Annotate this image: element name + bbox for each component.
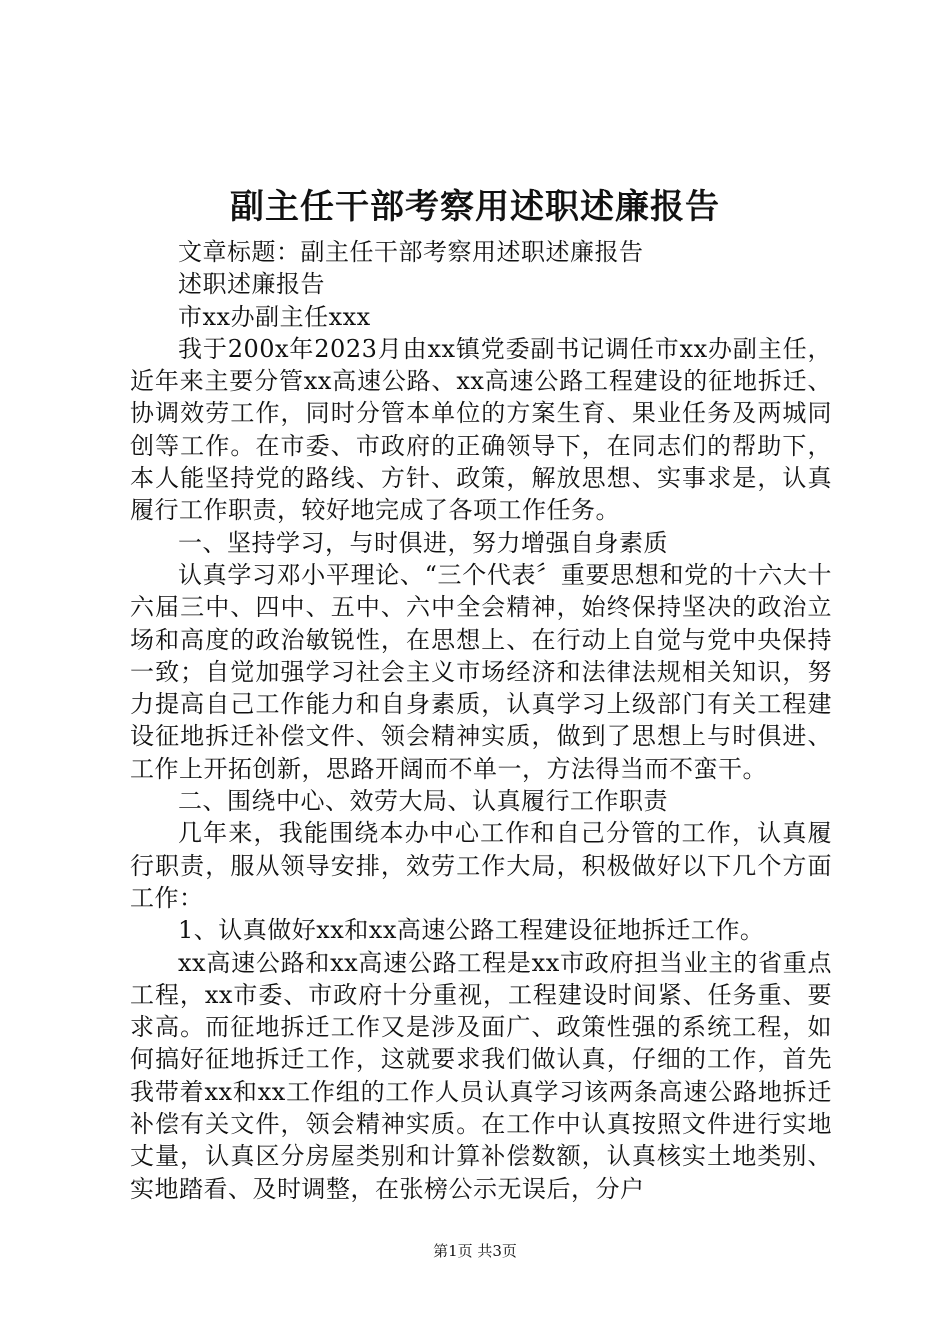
subsection-heading-1: 1、认真做好xx和xx高速公路工程建设征地拆迁工作。 <box>178 916 765 945</box>
report-heading: 述职述廉报告 <box>178 270 325 299</box>
document-title: 副主任干部考察用述职述廉报告 <box>230 187 720 227</box>
subsection-1-paragraph: xx高速公路和xx高速公路工程是xx市政府担当业主的省重点工程，xx市委、市政府十分重视，工程建设时间紧、任务重、要求高。而征地拆迁工作又是涉及面广、政策性强的系统工程，如何搞好征地拆迁工作，这就要求我们做认真，仔细的工作，首先我带着xx和xx工作组的工作人员认真学习该两条高速公路地拆迁补偿有关文件，领会精神实质。在工作中认真按照文件进行实地丈量，认真区分房屋类别和计算补偿数额，认真核实土地类别、实地踏看、及时调整，在张榜公示无误后，分户 <box>130 948 832 1203</box>
page-number-footer: 第1页 共3页 <box>433 1242 517 1260</box>
section-heading-1: 一、坚持学习，与时俱进，努力增强自身素质 <box>178 528 668 557</box>
section-2-paragraph: 几年来，我能围绕本办中心工作和自己分管的工作，认真履行职责，服从领导安排，效劳工作大局，积极做好以下几个方面工作： <box>130 819 832 912</box>
section-heading-2: 二、围绕中心、效劳大局、认真履行工作职责 <box>178 787 668 816</box>
document-body <box>130 236 832 1205</box>
author-line: 市xx办副主任xxx <box>178 302 371 331</box>
article-title-line: 文章标题：副主任干部考察用述职述廉报告 <box>178 238 644 266</box>
section-1-paragraph: 认真学习邓小平理论、“三个代表〞重要思想和党的十六大十六届三中、四中、五中、六中全会精神，始终保持坚决的政治立场和高度的政治敏锐性，在思想上、在行动上自觉与党中央保持一致；自觉加强学习社会主义市场经济和法律法规相关知识，努力提高自己工作能力和自身素质，认真学习上级部门有关工程建设征地拆迁补偿文件、领会精神实质，做到了思想上与时俱进、工作上开拓创新，思路开阔而不单一，方法得当而不蛮干。 <box>130 560 832 783</box>
intro-paragraph: 我于200x年2023月由xx镇党委副书记调任市xx办副主任，近年来主要分管xx高速公路、xx高速公路工程建设的征地拆迁、协调效劳工作，同时分管本单位的方案生育、果业任务及两城同创等工作。在市委、市政府的正确领导下，在同志们的帮助下，本人能坚持党的路线、方针、政策，解放思想、实事求是，认真履行工作职责，较好地完成了各项工作任务。 <box>130 334 832 525</box>
